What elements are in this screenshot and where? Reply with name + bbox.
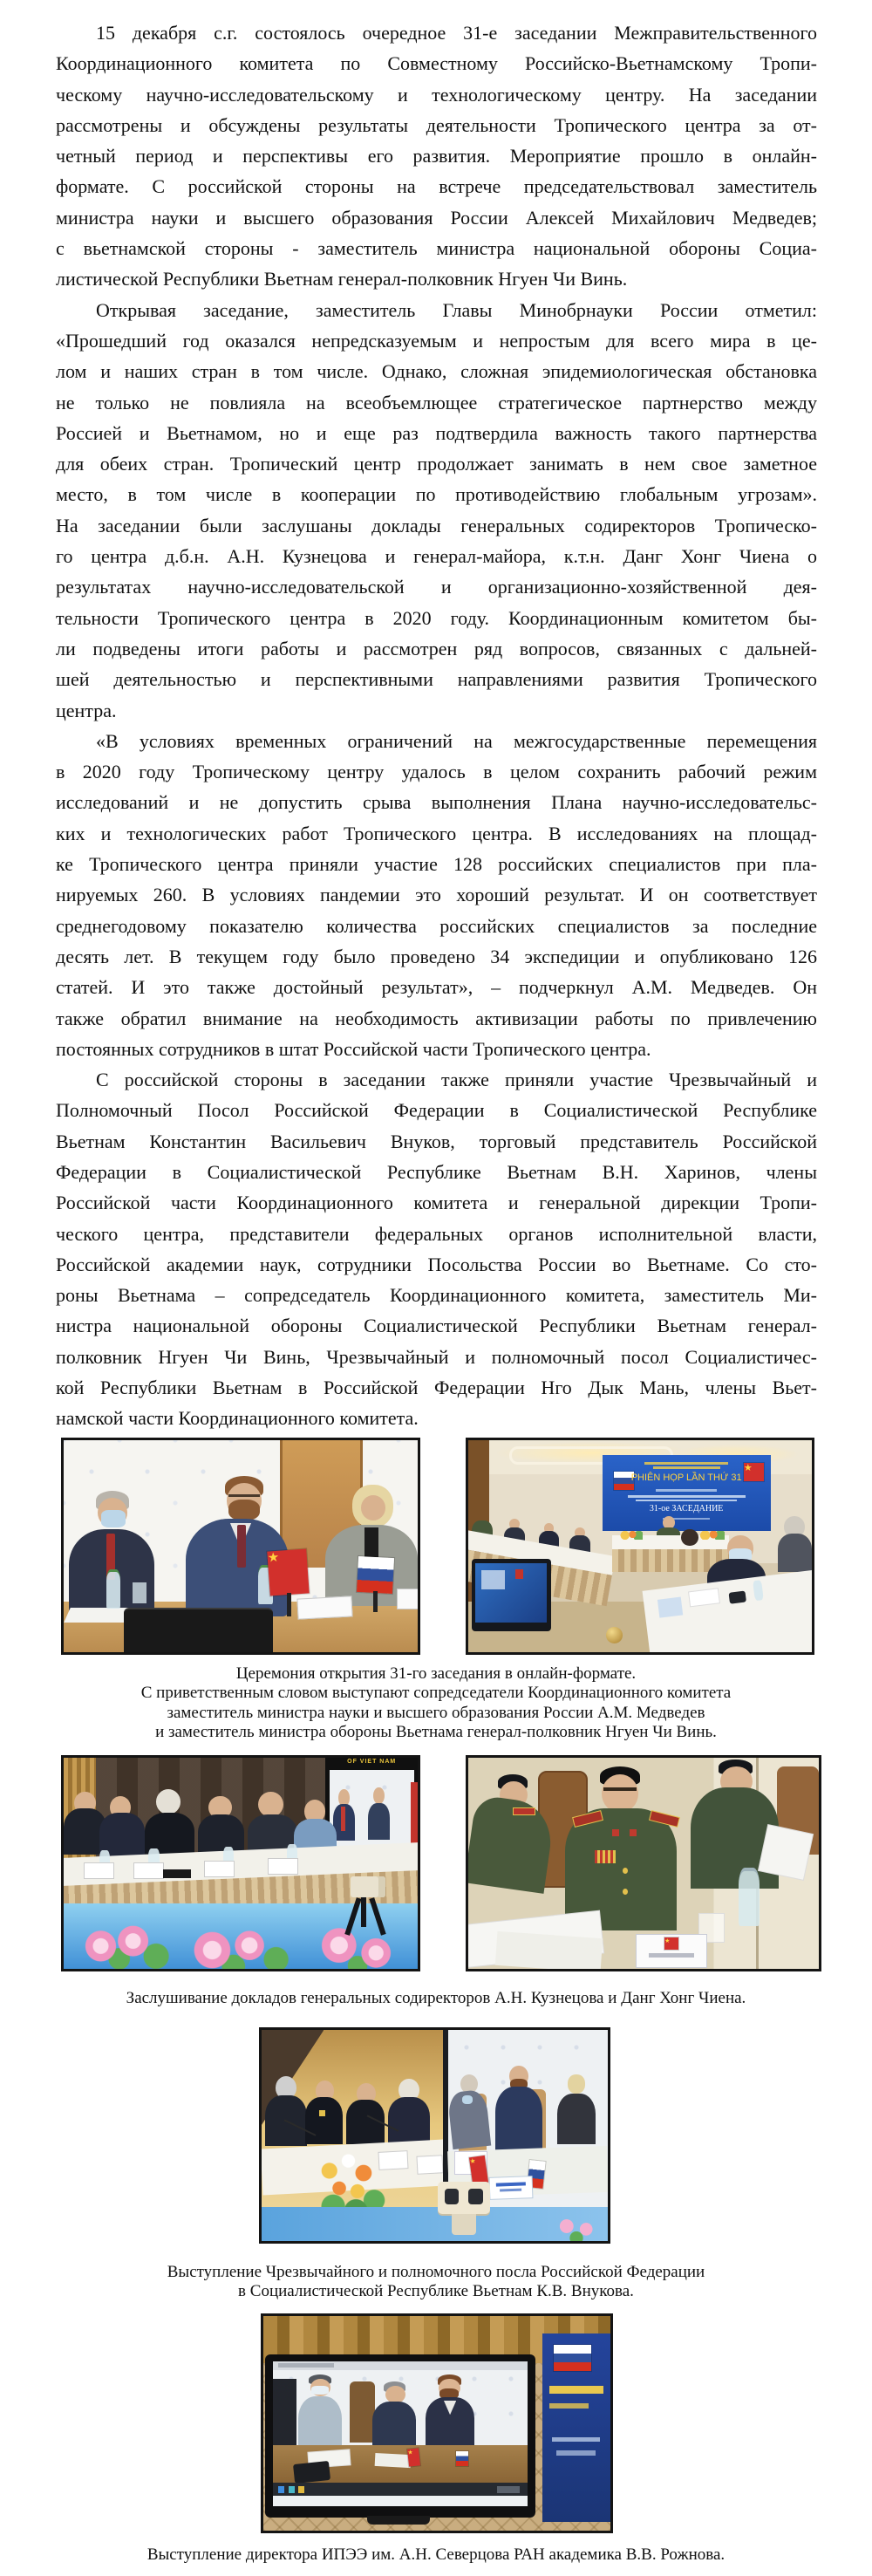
medical-mask [101,1510,126,1527]
taskbar-icon [298,2486,304,2493]
text-line: Полномочный Посол Российской Федерации в Социалистической Республике [56,1099,817,1122]
text-line: ческому научно-исследовательскому и технологическому центру. На заседании [56,83,817,106]
flag-pole [373,1591,378,1612]
panel-text-bar [552,2437,599,2443]
medal-ribbons [595,1850,616,1863]
tv-flag [515,1569,523,1580]
mask-lowered [462,2095,473,2104]
banner-text-bar [636,1500,737,1501]
glasses [603,1787,637,1791]
text-line: полковник Нгуен Чи Винь, Чрезвычайный и полномочный посол Социалистичес- [56,1345,817,1368]
shoulder-board [514,1808,535,1814]
blue-paper [657,1597,683,1617]
caption-line: Выступление директора ИПЭЭ им. А.Н. Северцова РАН академика В.В. Рожнова. [146,2545,726,2564]
collar-tab [612,1829,619,1835]
text-line: ческого центра, представители федеральных органов исполнительной власти, [56,1222,817,1245]
person-head-gray [156,1789,181,1814]
document-in-hands [759,1825,813,1880]
wooden-chair [350,2381,375,2443]
camera-lens [445,2189,460,2204]
taskbar-icon [278,2486,284,2493]
phone [729,1591,746,1603]
name-plate [490,2177,532,2200]
screen-header-text: OF VIET NAM [347,1759,397,1766]
text-line: в 2020 году Тропическому центру удалось в целом сохранить рабочий режим [56,761,817,783]
papers [689,1589,719,1607]
monitor [124,1608,273,1655]
text-line: Россией и Вьетнамом, но и еще раз подтвердила важность такого партнерства [56,421,817,444]
person-suit [778,1534,812,1572]
name-plate [205,1862,233,1876]
russia-flag [554,2345,591,2371]
text-line: Вьетнам Константин Васильевич Внуков, торговый представитель Российской [56,1130,817,1152]
banner-date-bar [656,1489,716,1491]
text-line: также обратил внимание на необходимость активизации работы по привлечению [56,1007,817,1029]
person-head-blonde [568,2074,585,2094]
panel-text-bar [549,2403,589,2409]
gold-insignia [319,2110,326,2116]
medical-mask [311,2386,329,2395]
text-line: с вьетнамской стороны - заместитель министра национальной обороны Социа- [56,237,817,260]
text-line: «В условиях временных ограничений на межгосударственные перемещения [96,729,817,752]
caption-line: в Социалистической Республике Вьетнам К.В. Внукова. [238,2282,634,2301]
photo-ambassador-speech [259,2027,610,2244]
text-line: роны Вьетнама – сопредседатель Координационного комитета, заместитель Ми- [56,1284,817,1307]
text-line: намской части Координационного комитета. [56,1407,419,1430]
taskbar-icon [289,2486,295,2493]
title-text-bar [278,2363,334,2367]
laptop [293,2461,330,2484]
banner-text-bar [653,1466,720,1469]
text-line: результатах научно-исследовательской и организационно-хозяйственной дея- [56,576,817,598]
text-line: нистра национальной обороны Социалистической Республики Вьетнам генерал- [56,1315,817,1337]
water-bottle [753,1581,764,1602]
flower-arrangement [617,1531,643,1541]
glasses [228,1494,261,1497]
person-head [385,2386,405,2403]
article-text [56,17,817,1434]
camera-lens [468,2189,483,2204]
caption-line: Заслушивание докладов генеральных содиректоров А.Н. Кузнецова и Данг Хонг Чиена. [126,1989,746,2007]
collar-tab [630,1829,637,1835]
russia-flag [357,1556,394,1594]
vietnam-flag [664,1937,678,1950]
text-line: министра науки и высшего образования России Алексей Михайлович Медведев; [56,206,817,229]
text-line: лом и наших стран в том числе. Однако, сложная эпидемиологическая обстановка [56,360,817,383]
text-line: постоянных сотрудников в штат Российской части Тропического центра. [56,1037,651,1060]
caption-line: С приветственным словом выступают сопредседатели Координационного комитета [140,1684,732,1703]
taskbar-clock [497,2486,520,2493]
text-line: рассмотрены и обсуждены результаты деятельности Тропического центра за от- [56,113,817,136]
lotus-flowers [191,1927,297,1971]
tv-picture-window [481,1570,505,1589]
photo-opening-ceremony-vietnam-hall [466,1438,814,1655]
monitor-stand [367,2516,430,2525]
text-line: Российской части Координационного комитета и генеральной дирекции Тропи- [56,1192,817,1214]
text-line: ли подведены итоги работы и рассмотрен ряд вопросов, связанных с дальней- [56,637,817,659]
photo-vietnamese-generals [466,1755,821,1971]
windows-taskbar [273,2483,528,2496]
text-line: го центра д.б.н. А.Н. Кузнецова и генерал-майора, к.т.н. Данг Хонг Чиена о [56,545,817,568]
black-top [364,1527,378,1557]
person-suit [372,2402,416,2448]
caption-line: Выступление Чрезвычайного и полномочного посла Российской Федерации [167,2263,705,2281]
person-head [258,1792,283,1817]
text-line: четный период и перспективы его развития. Мероприятие прошло в онлайн- [56,145,817,167]
flower-arrangement [697,1531,725,1541]
name-plate [417,2156,442,2174]
beard [228,1500,261,1520]
text-line: 15 декабря с.г. состоялось очередное 31-е заседании Межправительственного [96,22,817,44]
tripod-leg [361,1897,366,1927]
name-plate [134,1863,162,1878]
text-line: не только не повлияла на всеобъемлющее стратегическое партнерство между [56,391,817,413]
naval-officer [305,2097,344,2143]
text-line: Координационного комитета по Совместному Российско-Вьетнамскому Тропи- [56,52,817,75]
banner-subtitle: 31-ое ЗАСЕДАНИЕ [649,1503,724,1513]
caption-line: и заместитель министра обороны Вьетнама генерал-полковник Нгуен Чи Винь. [155,1722,717,1741]
name-plate [269,1859,296,1874]
desktop-monitor [265,2354,535,2518]
officer-head [602,1774,638,1813]
name-text-bar [500,2189,521,2192]
person-suit [368,1803,390,1840]
camera-base [452,2214,476,2235]
photo-director-ipee-on-monitor [261,2313,613,2533]
lotus-flowers [78,1918,170,1969]
text-line: Российской академии наук, сотрудники Посольства России во Вьетнаме. Со сто- [56,1253,817,1275]
text-line: среднегодовому показателю количества российских специалистов за последние [56,914,817,937]
name-text-bar [495,2183,525,2187]
water-bottle [106,1569,120,1608]
figure-caption-4 [0,2545,872,2565]
tv-screen [472,1559,551,1631]
banner-text-bar [628,1495,746,1497]
photo-opening-ceremony-russia-side [61,1438,420,1655]
text-line: десять лет. В текущем году было проведено 34 экспедиции и опубликовано 126 [56,945,817,967]
banner-title: PHIÊN HỌP LẦN THỨ 31 [630,1472,742,1484]
monitor-screen [273,2361,528,2506]
text-line: тельности Тропического центра в 2020 году. Координационным комитетом бы- [56,606,817,629]
papers [495,1931,603,1971]
text-line: ких и технологических работ Тропического центра. В исследованиях на площад- [56,822,817,844]
red-tie [341,1807,344,1831]
photo-reports-russian-delegation [61,1755,420,1971]
person-navy-suit [495,2087,542,2150]
russia-flag [456,2451,467,2466]
figure-caption-2 [0,1989,872,2008]
session-banner [603,1455,771,1531]
black-folder [163,1869,191,1878]
text-line: формате. С российской стороны на встрече председательствовал заместитель [56,175,817,198]
text-line: шей деятельностью и перспективными направлениями развития Тропического [56,668,817,691]
text-line: для обеих стран. Тропический центр продолжает занимать в нем свое заметное [56,453,817,475]
text-line: нируемых 260. В условиях пандемии это хороший результат. И он соответствует [56,884,817,906]
vietnam-flag [407,2448,420,2466]
text-line: Федерации в Социалистической Республике Вьетнам В.Н. Харинов, члены [56,1160,817,1183]
name-plate [637,1935,706,1966]
name-plate [397,1589,419,1609]
figure-caption-1 [0,1664,872,1742]
banner-text-bar [644,1462,729,1465]
text-line: исследований и не допустить срыва выполнения Плана научно-исследовательс- [56,791,817,814]
text-line: ке Тропического центра приняли участие 128 российских специалистов при пла- [56,853,817,876]
glass [133,1582,146,1603]
text-line: центра. [56,699,117,721]
person-suit [388,2097,430,2146]
flag-pole [287,1593,291,1616]
text-line: кой Республики Вьетнам в Российской Федерации Нго Дык Мань, члены Вьет- [56,1377,817,1399]
panel-text-bar [556,2450,596,2456]
tie [237,1525,247,1568]
name-plate [296,1595,352,1619]
lotus-flowers [311,1923,404,1971]
caption-line: Церемония открытия 31-го заседания в онлайн-формате. [235,1664,637,1683]
person-head [373,1787,385,1805]
text-line: листической Республики Вьетнам генерал-полковник Нгуен Чи Винь. [56,268,628,290]
text-line: место, в том числе в кооперации по противодействию глобальным угрозам». [56,483,817,506]
caption-line: заместитель министра науки и высшего образования России А.М. Медведев [167,1703,705,1722]
text-line: «Прошедший год оказался непредсказуемым и непростым для всего мира в це- [56,329,817,352]
video-camera [351,1876,386,1897]
papers [375,2453,412,2468]
videoconference-camera [438,2182,490,2213]
text-line: Открывая заседание, заместитель Главы Минобрнауки России отметил: [96,298,817,321]
panel-text-bar [549,2386,603,2394]
name-plate [85,1863,112,1878]
vietnam-flag [268,1549,310,1596]
name-text-bar [649,1953,693,1958]
text-line: статей. И это также достойный результат», – подчеркнул А.М. Медведев. Он [56,976,817,999]
lotus-flowers [552,2211,601,2241]
person-light-shirt [298,2396,342,2451]
text-line: С российской стороны в заседании также приняли участие Чрезвычайный и [96,1069,817,1091]
person-suit [557,2094,596,2144]
text-line: На заседании были заслушаны доклады генеральных содиректоров Тропическо- [56,514,817,536]
water-bottle [739,1868,760,1926]
figure-caption-3 [0,2263,872,2302]
blue-projection-panel [542,2333,610,2522]
